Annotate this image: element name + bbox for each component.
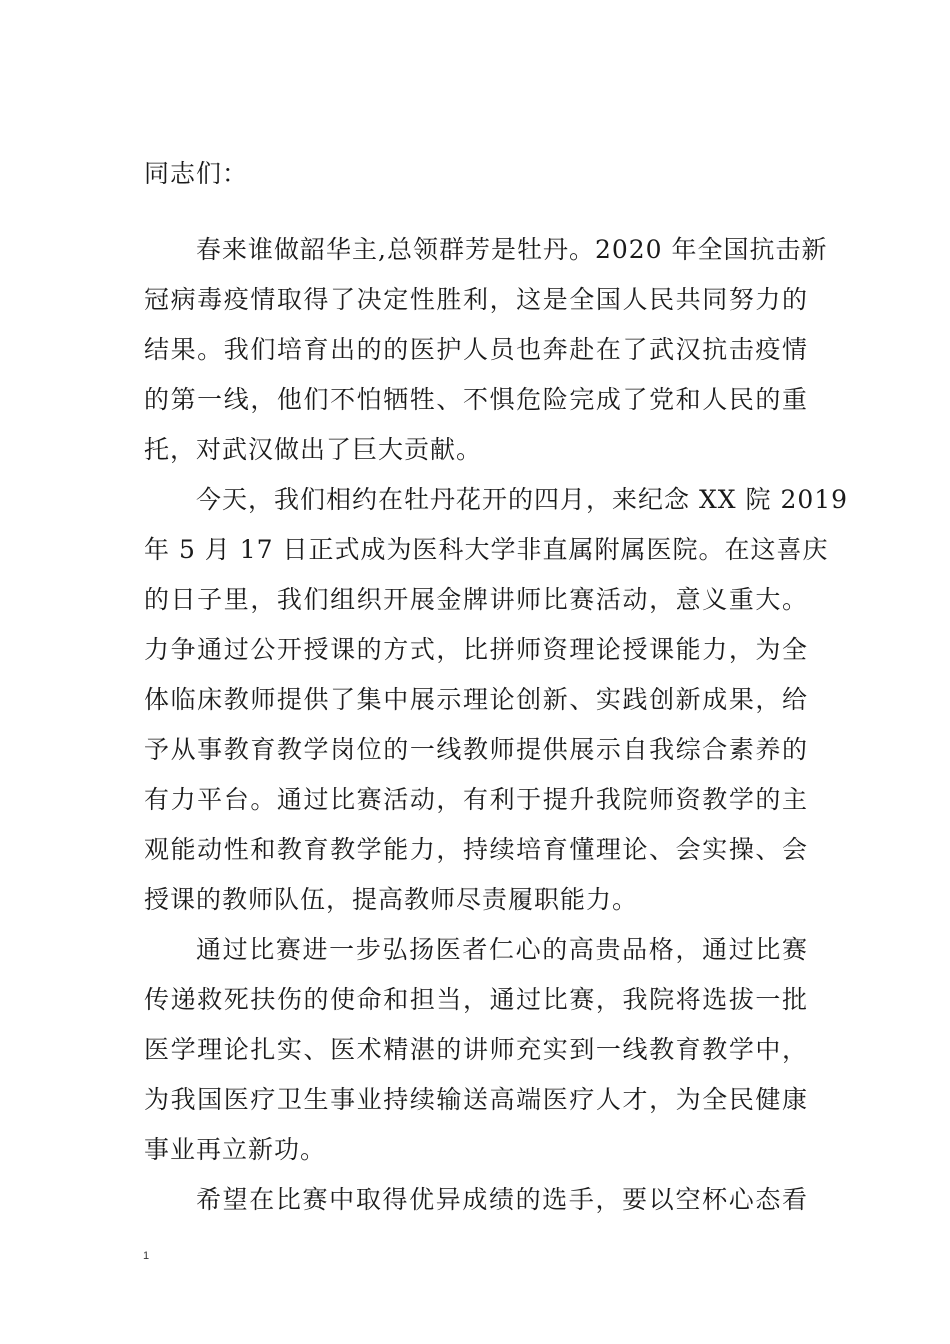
- paragraph-2-line-9: 授课的教师队伍，提高教师尽责履职能力。: [144, 885, 639, 914]
- paragraph-1-line-3: 结果。我们培育出的的医护人员也奔赴在了武汉抗击疫情: [144, 335, 808, 364]
- paragraph-3-line-1: 通过比赛进一步弘扬医者仁心的高贵品格，通过比赛: [196, 935, 808, 964]
- paragraph-1-line-5: 托，对武汉做出了巨大贡献。: [144, 435, 483, 464]
- page-number: 1: [143, 1250, 150, 1262]
- paragraph-1-line-1: 春来谁做韶华主,总领群芳是牡丹。2020 年全国抗击新: [196, 235, 828, 264]
- paragraph-1-line-4: 的第一线，他们不怕牺牲、不惧危险完成了党和人民的重: [144, 385, 808, 414]
- paragraph-3-line-5: 事业再立新功。: [144, 1135, 327, 1164]
- paragraph-3-line-4: 为我国医疗卫生事业持续输送高端医疗人才，为全民健康: [144, 1085, 808, 1114]
- paragraph-2-line-5: 体临床教师提供了集中展示理论创新、实践创新成果，给: [144, 685, 808, 714]
- paragraph-2-line-3: 的日子里，我们组织开展金牌讲师比赛活动，意义重大。: [144, 585, 808, 614]
- paragraph-3-line-3: 医学理论扎实、医术精湛的讲师充实到一线教育教学中，: [144, 1035, 808, 1064]
- paragraph-2-line-6: 予从事教育教学岗位的一线教师提供展示自我综合素养的: [144, 735, 808, 764]
- paragraph-4-line-1: 希望在比赛中取得优异成绩的选手，要以空杯心态看: [196, 1185, 808, 1214]
- salutation: 同志们：: [144, 159, 249, 188]
- paragraph-2-line-2: 年 5 月 17 日正式成为医科大学非直属附属医院。在这喜庆: [144, 535, 829, 564]
- paragraph-2-line-1: 今天，我们相约在牡丹花开的四月，来纪念 XX 院 2019: [196, 485, 849, 514]
- paragraph-3-line-2: 传递救死扶伤的使命和担当，通过比赛，我院将选拔一批: [144, 985, 808, 1014]
- paragraph-1-line-2: 冠病毒疫情取得了决定性胜利，这是全国人民共同努力的: [144, 285, 808, 314]
- paragraph-2-line-7: 有力平台。通过比赛活动，有利于提升我院师资教学的主: [144, 785, 808, 814]
- paragraph-2-line-8: 观能动性和教育教学能力，持续培育懂理论、会实操、会: [144, 835, 808, 864]
- paragraph-2-line-4: 力争通过公开授课的方式，比拼师资理论授课能力，为全: [144, 635, 808, 664]
